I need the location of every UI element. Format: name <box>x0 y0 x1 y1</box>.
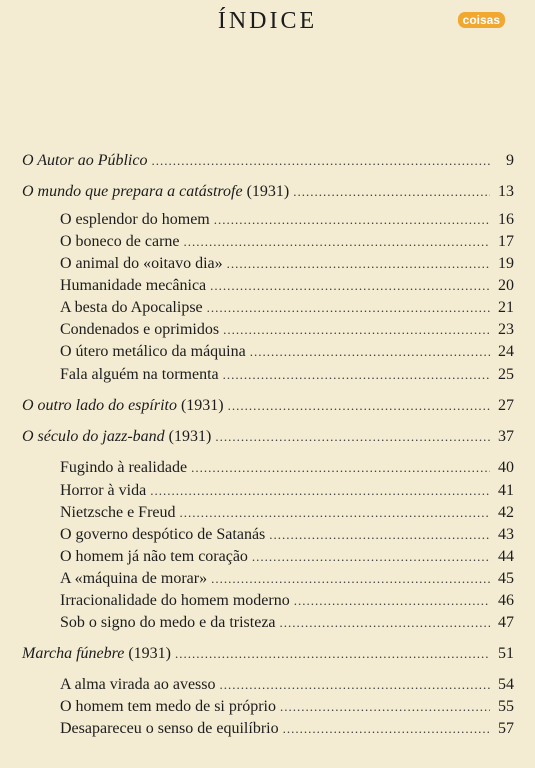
toc-entry-page: 37 <box>498 428 514 445</box>
leader-dots <box>220 677 491 693</box>
leader-dots <box>150 483 490 499</box>
leader-dots <box>283 721 490 737</box>
toc-subentry-label: Desapareceu o senso de equilíbrio <box>60 720 279 737</box>
toc-subentry-label: O útero metálico da máquina <box>60 343 246 360</box>
page-title: ÍNDICE <box>217 8 318 34</box>
toc-subentry-page: 16 <box>498 211 514 228</box>
leader-dots <box>293 184 490 200</box>
toc-subentry <box>60 233 514 255</box>
leader-dots <box>207 300 490 316</box>
leader-dots <box>280 699 490 715</box>
toc-subentry-page: 40 <box>498 459 514 476</box>
leader-dots <box>280 615 490 631</box>
toc-subentry <box>60 459 514 481</box>
toc-subentry <box>60 592 514 614</box>
toc-subentry-label: Fala alguém na tormenta <box>60 366 219 383</box>
leader-dots <box>250 344 490 360</box>
leader-dots <box>252 549 490 565</box>
toc-entry-label: Marcha fúnebre (1931) <box>22 645 171 662</box>
leader-dots <box>175 646 490 662</box>
toc-subentry-page: 42 <box>498 504 514 521</box>
leader-dots <box>214 212 490 228</box>
toc-subentry-page: 55 <box>498 698 514 715</box>
toc-subentry-page: 41 <box>498 482 514 499</box>
leader-dots <box>215 429 490 445</box>
toc-subentry-page: 44 <box>498 548 514 565</box>
toc-subentry <box>60 570 514 592</box>
leader-dots <box>191 460 490 476</box>
toc-entry-page: 9 <box>506 152 514 169</box>
toc-subentry-page: 45 <box>498 570 514 587</box>
toc-subentry-page: 54 <box>498 676 514 693</box>
toc-entry-label: O outro lado do espírito (1931) <box>22 397 224 414</box>
toc-subentry-page: 43 <box>498 526 514 543</box>
toc-subentry <box>60 526 514 548</box>
toc-subentry-label: A «máquina de morar» <box>60 570 208 587</box>
toc-subentry-page: 17 <box>498 233 514 250</box>
toc-subentry-page: 25 <box>498 366 514 383</box>
toc-subentry <box>60 504 514 526</box>
toc-subentry <box>60 482 514 504</box>
toc-subentry <box>60 548 514 570</box>
toc-subentry-page: 23 <box>498 321 514 338</box>
toc-subentry-label: O animal do «oitavo dia» <box>60 255 223 272</box>
toc-subentry-label: Condenados e oprimidos <box>60 321 220 338</box>
toc-subentry-label: Humanidade mecânica <box>60 277 207 294</box>
toc-entry-page: 27 <box>498 397 514 414</box>
toc-subentry-label: O homem já não tem coração <box>60 548 248 565</box>
toc-subentry-label: A alma virada ao avesso <box>60 676 216 693</box>
toc-subentry <box>60 277 514 299</box>
leader-dots <box>151 153 490 169</box>
toc-subentry-label: Horror à vida <box>60 482 147 499</box>
toc-subentry <box>60 614 514 636</box>
leader-dots <box>228 398 490 414</box>
toc-subentry-label: O homem tem medo de si próprio <box>60 698 276 715</box>
toc-entry <box>22 645 514 667</box>
leader-dots <box>184 234 491 250</box>
toc-subentry-page: 46 <box>498 592 514 609</box>
toc-subentry <box>60 366 514 388</box>
toc-entry <box>22 152 514 174</box>
toc-subentry-page: 21 <box>498 299 514 316</box>
toc-entry-page: 13 <box>498 183 514 200</box>
toc-subentry <box>60 676 514 698</box>
toc-entry-page: 51 <box>498 645 514 662</box>
toc-entry <box>22 183 514 205</box>
leader-dots <box>269 527 490 543</box>
toc-subentry-label: O governo despótico de Satanás <box>60 526 266 543</box>
toc-subentry-label: Irracionalidade do homem moderno <box>60 592 290 609</box>
leader-dots <box>210 278 490 294</box>
toc-subentry-label: O esplendor do homem <box>60 211 210 228</box>
toc-subentry-page: 24 <box>498 343 514 360</box>
toc-subentry-page: 57 <box>498 720 514 737</box>
leader-dots <box>211 571 490 587</box>
toc-entry-label: O mundo que prepara a catástrofe (1931) <box>22 183 290 200</box>
toc-entry-label: O século do jazz-band (1931) <box>22 428 212 445</box>
watermark-logo: coisas <box>458 12 505 28</box>
toc-subentry <box>60 299 514 321</box>
leader-dots <box>223 367 490 383</box>
toc-subentry-label: Nietzsche e Freud <box>60 504 176 521</box>
toc-subentry <box>60 720 514 742</box>
toc-subentry <box>60 211 514 233</box>
toc-subentry-label: Sob o signo do medo e da tristeza <box>60 614 276 631</box>
toc-entry <box>22 428 514 450</box>
toc-subentry-label: Fugindo à realidade <box>60 459 188 476</box>
leader-dots <box>227 256 490 272</box>
leader-dots <box>180 505 490 521</box>
toc-subentry <box>60 698 514 720</box>
toc-subentry-page: 19 <box>498 255 514 272</box>
toc-entry-label: O Autor ao Público <box>22 152 148 169</box>
toc-subentry-label: O boneco de carne <box>60 233 180 250</box>
leader-dots <box>294 593 490 609</box>
toc-subentry-label: A besta do Apocalipse <box>60 299 203 316</box>
toc-subentry-page: 20 <box>498 277 514 294</box>
toc-entry <box>22 397 514 419</box>
toc-subentry <box>60 321 514 343</box>
toc-subentry-page: 47 <box>498 614 514 631</box>
toc-subentry <box>60 255 514 277</box>
leader-dots <box>223 322 490 338</box>
toc-subentry <box>60 343 514 365</box>
